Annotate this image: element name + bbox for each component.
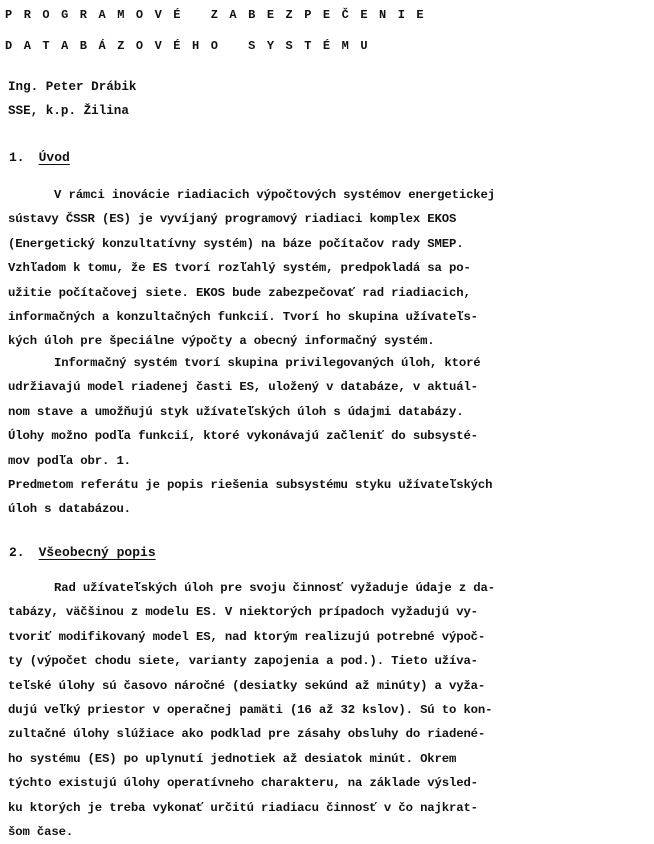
text-line: sústavy ČSSR (ES) je vyvíjaný programový riadiaci komplex EKOS [8, 212, 457, 227]
section-2-heading [9, 545, 156, 560]
text-line: kých úloh pre špeciálne výpočty a obecný informačný systém. [8, 334, 435, 349]
section-1-title: Úvod [38, 150, 70, 165]
author-name: Ing. Peter Drábik [8, 80, 137, 94]
text-line: udržiavajú model riadenej časti ES, uložený v databáze, v aktuál- [8, 380, 478, 395]
text-line: týchto existujú úlohy operatívneho charakteru, na základe výsled- [8, 776, 478, 791]
text-line: šom čase. [8, 824, 74, 839]
text-line: Informačný systém tvorí skupina privilegovaných úloh, ktoré [54, 356, 481, 370]
text-line: Vzhľadom k tomu, že ES tvorí rozľahlý systém, predpokladá sa po- [8, 261, 471, 276]
text-line: tabázy, väčšinou z modelu ES. V niektorých prípadoch vyžadujú vy- [8, 605, 478, 620]
text-line: teľské úlohy sú časovo náročné (desiatky sekúnd až minúty) a vyža- [8, 678, 486, 693]
text-line: úloh s databázou. [8, 502, 131, 517]
text-line: informačných a konzultačných funkcií. Tvorí ho skupina užívateľs- [8, 309, 478, 324]
text-line: (Energetický konzultatívny systém) na báze počítačov rady SMEP. [8, 236, 464, 251]
text-line: zultačné úlohy slúžiace ako podklad pre zásahy obsluhy do riadené- [8, 727, 486, 742]
text-line: Rad užívateľských úloh pre svoju činnosť vyžaduje údaje z da- [54, 581, 495, 595]
text-line: V rámci inovácie riadiacich výpočtových systémov energetickej [54, 188, 495, 202]
section-1-paragraph-1 [8, 183, 648, 354]
section-1-heading [9, 150, 70, 165]
section-2-number: 2. [9, 545, 25, 560]
author-affiliation: SSE, k.p. Žilina [8, 104, 129, 118]
document-title-line-2: DATABÁZOVÉHO SYSTÉMU [5, 39, 380, 53]
text-line: ku ktorých je treba vykonať určitú riadiacu činnosť v čo najkrat- [8, 800, 478, 815]
text-line: užitie počítačovej siete. EKOS bude zabezpečovať rad riadiacich, [8, 285, 471, 300]
text-line: Úlohy možno podľa funkcií, ktoré vykonávajú začleniť do subsysté- [8, 429, 478, 444]
text-line: nom stave a umožňujú styk užívateľských úloh s údajmi databázy. [8, 404, 464, 419]
text-line: ho systému (ES) po uplynutí jednotiek až desiatok minút. Okrem [8, 751, 457, 766]
text-line: Predmetom referátu je popis riešenia subsystému styku užívateľských [8, 477, 493, 492]
section-2-title: Všeobecný popis [38, 545, 156, 560]
text-line: ty (výpočet chodu siete, varianty zapojenia a pod.). Tieto užíva- [8, 654, 478, 669]
section-1-paragraph-2 [8, 351, 648, 522]
text-line: dujú veľký priestor v operačnej pamäti (16 až 32 kslov). Sú to kon- [8, 702, 493, 717]
text-line: tvoriť modifikovaný model ES, nad ktorým realizujú potrebné výpoč- [8, 629, 486, 644]
section-2-paragraph-1 [8, 576, 648, 844]
text-line: mov podľa obr. 1. [8, 453, 131, 468]
document-title-line-1: PROGRAMOVÉ ZABEZPEČENIE [5, 8, 436, 22]
section-1-number: 1. [9, 150, 25, 165]
